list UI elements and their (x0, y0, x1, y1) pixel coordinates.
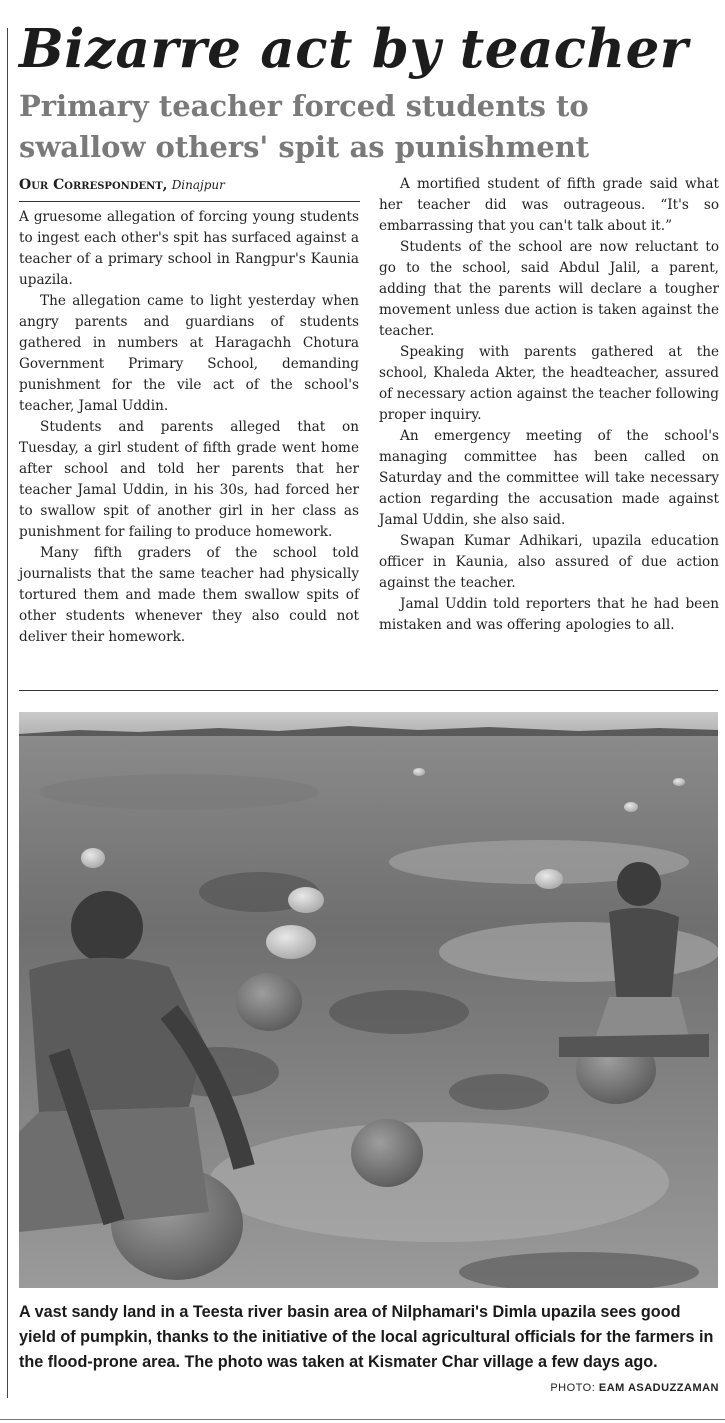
bottom-rule (0, 1419, 725, 1420)
paragraph: Jamal Uddin told reporters that he had been mistaken and was offering apologies to all. (379, 596, 719, 633)
paragraph: Students of the school are now reluctant to go to the school, said Abdul Jalil, a parent, adding that the parents will declare a tougher movement unless due action is taken against the teacher. (379, 239, 719, 339)
paragraph: Many fifth graders of the school told journalists that the same teacher had physically tortured them and made them swallow spits of other students whenever they also could not deliver their homework. (19, 545, 359, 645)
headline: Bizarre act by teacher (19, 18, 689, 80)
left-column-rule (7, 28, 8, 1398)
article-column-left (19, 207, 359, 648)
paragraph: A mortified student of fifth grade said what her teacher did was outrageous. “It's so embarrassing that you can't talk about it.” (379, 176, 719, 234)
paragraph: A gruesome allegation of forcing young students to ingest each other's spit has surfaced against a teacher of a primary school in Rangpur's Kaunia upazila. (19, 209, 359, 288)
paragraph: The allegation came to light yesterday when angry parents and guardians of students gathered in numbers at Haragachh Chotura Government Primary School, demanding punishment for the vile act of the school's teacher, Jamal Uddin. (19, 293, 359, 414)
photo-credit-label: PHOTO: (550, 1382, 596, 1394)
subheadline: Primary teacher forced students to swallow others' spit as punishment (19, 89, 590, 164)
paragraph: Students and parents alleged that on Tuesday, a girl student of fifth grade went home after school and told her parents that her teacher Jamal Uddin, in his 30s, had forced her to swallow spit of another girl in her class as punishment for failing to produce homework. (19, 419, 359, 540)
byline (19, 175, 360, 196)
paragraph: Swapan Kumar Adhikari, upazila education officer in Kaunia, also assured of due action against the teacher. (379, 533, 719, 591)
paragraph: Speaking with parents gathered at the school, Khaleda Akter, the headteacher, assured of necessary action against the teacher following proper inquiry. (379, 344, 719, 423)
photo-credit (550, 1382, 719, 1394)
photo-credit-name: EAM ASADUZZAMAN (598, 1382, 719, 1394)
news-photo (19, 712, 718, 1288)
paragraph: An emergency meeting of the school's managing committee has been called on Saturday and the committee will take necessary action regarding the accusation made against Jamal Uddin, she also said. (379, 428, 719, 528)
byline-location: Dinajpur (171, 178, 225, 192)
byline-name: Our Correspondent, (19, 177, 168, 193)
article-column-right (379, 174, 719, 636)
photo-caption: A vast sandy land in a Teesta river basin area of Nilphamari's Dimla upazila sees good yield of pumpkin, thanks to the initiative of the local agricultural officials for the farmers in the flood-prone area. The photo was taken at Kismater Char village a few days ago. (19, 1303, 714, 1371)
byline-rule (19, 201, 360, 202)
photo-separator-rule (19, 690, 718, 691)
